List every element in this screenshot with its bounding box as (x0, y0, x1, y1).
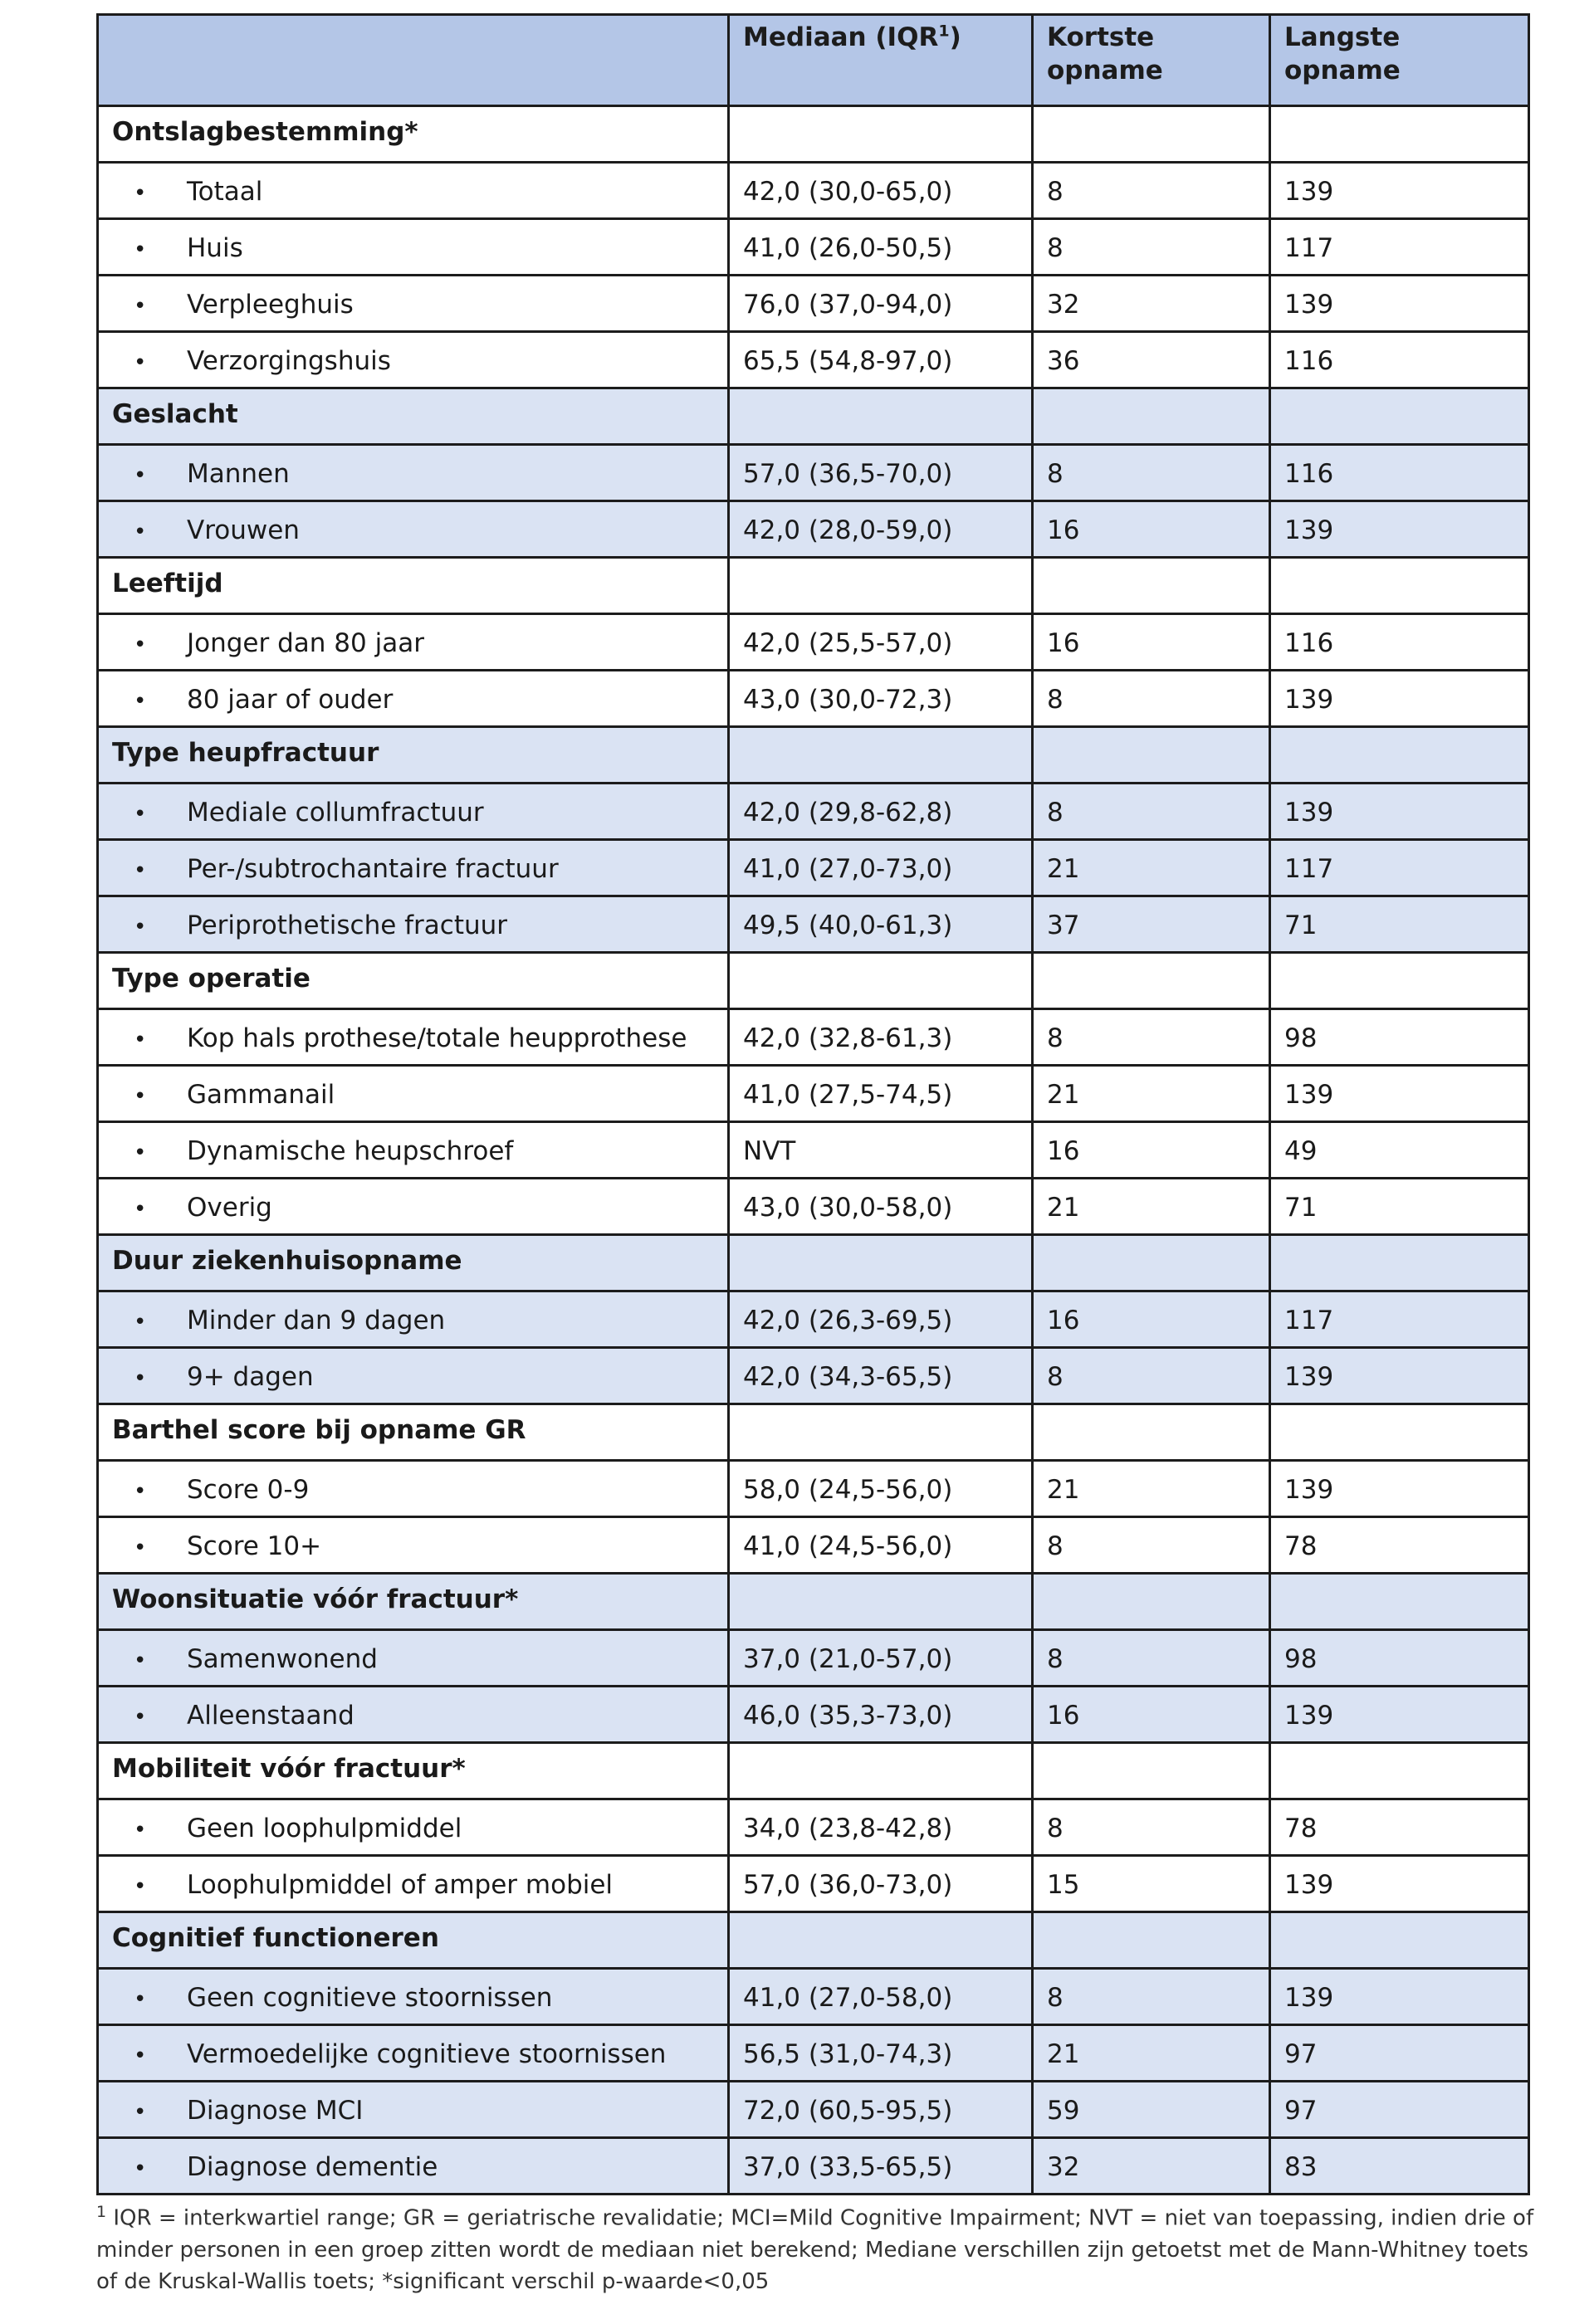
empty-cell (1033, 1743, 1270, 1799)
bullet-icon: • (134, 1028, 147, 1052)
longest-cell: 116 (1270, 445, 1529, 501)
group-label: Type operatie (98, 953, 729, 1009)
header-shortest: Kortste opname (1033, 15, 1270, 106)
median-cell: 41,0 (26,0-50,5) (729, 219, 1033, 276)
empty-cell (1270, 106, 1529, 163)
empty-cell (1033, 388, 1270, 445)
median-cell: 57,0 (36,5-70,0) (729, 445, 1033, 501)
row-label-cell (98, 1687, 729, 1743)
shortest-cell: 16 (1033, 1687, 1270, 1743)
row-label: Loophulpmiddel of amper mobiel (187, 1870, 614, 1900)
bullet-icon: • (134, 632, 147, 657)
median-cell: 65,5 (54,8-97,0) (729, 332, 1033, 388)
median-cell: 56,5 (31,0-74,3) (729, 2025, 1033, 2082)
row-label-cell (98, 2138, 729, 2195)
row-label: Kop hals prothese/totale heupprothese (187, 1023, 687, 1053)
empty-cell (1270, 727, 1529, 784)
group-header-row (98, 558, 1529, 614)
shortest-cell: 21 (1033, 1461, 1270, 1517)
longest-cell: 139 (1270, 671, 1529, 727)
empty-cell (1033, 953, 1270, 1009)
admission-duration-table (96, 13, 1530, 2195)
median-cell: 42,0 (26,3-69,5) (729, 1291, 1033, 1348)
group-header-row (98, 1912, 1529, 1969)
shortest-cell: 37 (1033, 896, 1270, 953)
shortest-cell: 21 (1033, 2025, 1270, 2082)
longest-cell: 78 (1270, 1799, 1529, 1856)
bullet-icon: • (134, 2043, 147, 2068)
longest-cell: 78 (1270, 1517, 1529, 1574)
bullet-icon: • (134, 1197, 147, 1222)
empty-cell (1270, 953, 1529, 1009)
bullet-icon: • (134, 1366, 147, 1391)
row-label: Overig (187, 1193, 272, 1223)
group-header-row (98, 1235, 1529, 1291)
table-row (98, 219, 1529, 276)
median-cell: 46,0 (35,3-73,0) (729, 1687, 1033, 1743)
shortest-cell: 36 (1033, 332, 1270, 388)
group-label: Cognitief functioneren (98, 1912, 729, 1969)
table-row (98, 445, 1529, 501)
row-label-cell (98, 1009, 729, 1066)
shortest-cell: 16 (1033, 614, 1270, 671)
shortest-cell: 16 (1033, 501, 1270, 558)
empty-cell (729, 388, 1033, 445)
data-table-container (96, 13, 1528, 2195)
table-row (98, 2138, 1529, 2195)
bullet-icon: • (134, 1140, 147, 1165)
empty-cell (1270, 1743, 1529, 1799)
median-cell: 41,0 (27,0-73,0) (729, 840, 1033, 896)
median-cell: 42,0 (30,0-65,0) (729, 163, 1033, 219)
table-row (98, 1969, 1529, 2025)
row-label-cell (98, 276, 729, 332)
bullet-icon: • (134, 294, 147, 319)
empty-cell (1270, 558, 1529, 614)
table-body (98, 106, 1529, 2195)
longest-cell: 97 (1270, 2082, 1529, 2138)
longest-cell: 117 (1270, 219, 1529, 276)
empty-cell (1270, 388, 1529, 445)
table-row (98, 1461, 1529, 1517)
shortest-cell: 15 (1033, 1856, 1270, 1912)
footnote-reference: 1 (938, 22, 950, 41)
row-label-cell (98, 896, 729, 953)
shortest-cell: 16 (1033, 1291, 1270, 1348)
row-label-cell (98, 1969, 729, 2025)
table-row (98, 784, 1529, 840)
bullet-icon: • (134, 858, 147, 883)
longest-cell: 117 (1270, 840, 1529, 896)
longest-cell: 139 (1270, 276, 1529, 332)
longest-cell: 139 (1270, 1461, 1529, 1517)
group-label: Ontslagbestemming* (98, 106, 729, 163)
group-label: Woonsituatie vóór fractuur* (98, 1574, 729, 1630)
header-category (98, 15, 729, 106)
bullet-icon: • (134, 350, 147, 375)
table-row (98, 501, 1529, 558)
row-label: Diagnose MCI (187, 2096, 364, 2126)
median-cell: 34,0 (23,8-42,8) (729, 1799, 1033, 1856)
longest-cell: 139 (1270, 1856, 1529, 1912)
table-row (98, 1517, 1529, 1574)
header-median-label: Mediaan (IQR (743, 22, 939, 52)
bullet-icon: • (134, 2156, 147, 2181)
longest-cell: 98 (1270, 1009, 1529, 1066)
row-label-cell (98, 163, 729, 219)
empty-cell (1033, 1235, 1270, 1291)
bullet-icon: • (134, 915, 147, 940)
row-label: 9+ dagen (187, 1362, 314, 1392)
empty-cell (1033, 727, 1270, 784)
row-label: Alleenstaand (187, 1701, 354, 1731)
longest-cell: 116 (1270, 614, 1529, 671)
table-row (98, 1856, 1529, 1912)
longest-cell: 139 (1270, 1687, 1529, 1743)
longest-cell: 49 (1270, 1122, 1529, 1179)
median-cell: 43,0 (30,0-72,3) (729, 671, 1033, 727)
empty-cell (729, 727, 1033, 784)
median-cell: 42,0 (32,8-61,3) (729, 1009, 1033, 1066)
header-longest: Langste opname (1270, 15, 1529, 106)
row-label-cell (98, 1461, 729, 1517)
empty-cell (729, 106, 1033, 163)
longest-cell: 139 (1270, 163, 1529, 219)
row-label-cell (98, 614, 729, 671)
empty-cell (1033, 106, 1270, 163)
empty-cell (1270, 1574, 1529, 1630)
longest-cell: 139 (1270, 784, 1529, 840)
empty-cell (1033, 1404, 1270, 1461)
group-label: Leeftijd (98, 558, 729, 614)
table-row (98, 2082, 1529, 2138)
shortest-cell: 8 (1033, 784, 1270, 840)
footnote-marker: 1 (96, 2203, 107, 2221)
header-median (729, 15, 1033, 106)
row-label-cell (98, 2025, 729, 2082)
group-header-row (98, 1574, 1529, 1630)
row-label: Periprothetische fractuur (187, 911, 508, 940)
table-row (98, 276, 1529, 332)
row-label: Minder dan 9 dagen (187, 1306, 446, 1335)
row-label: Geen cognitieve stoornissen (187, 1983, 553, 2013)
median-cell: 57,0 (36,0-73,0) (729, 1856, 1033, 1912)
table-row (98, 840, 1529, 896)
median-cell: 43,0 (30,0-58,0) (729, 1179, 1033, 1235)
median-cell: 41,0 (24,5-56,0) (729, 1517, 1033, 1574)
group-header-row (98, 1404, 1529, 1461)
group-label: Type heupfractuur (98, 727, 729, 784)
empty-cell (1270, 1235, 1529, 1291)
group-header-row (98, 388, 1529, 445)
median-cell: 49,5 (40,0-61,3) (729, 896, 1033, 953)
row-label-cell (98, 2082, 729, 2138)
row-label-cell (98, 1066, 729, 1122)
row-label-cell (98, 445, 729, 501)
empty-cell (729, 953, 1033, 1009)
row-label-cell (98, 1799, 729, 1856)
row-label: Dynamische heupschroef (187, 1136, 514, 1166)
shortest-cell: 8 (1033, 1009, 1270, 1066)
table-row (98, 2025, 1529, 2082)
shortest-cell: 8 (1033, 163, 1270, 219)
empty-cell (1033, 1912, 1270, 1969)
table-row (98, 1009, 1529, 1066)
shortest-cell: 8 (1033, 219, 1270, 276)
longest-cell: 83 (1270, 2138, 1529, 2195)
table-row (98, 1799, 1529, 1856)
shortest-cell: 8 (1033, 1799, 1270, 1856)
group-header-row (98, 727, 1529, 784)
row-label: Per-/subtrochantaire fractuur (187, 854, 559, 884)
row-label: Geen loophulpmiddel (187, 1814, 462, 1843)
longest-cell: 71 (1270, 896, 1529, 953)
table-row (98, 671, 1529, 727)
median-cell: NVT (729, 1122, 1033, 1179)
table-header-row (98, 15, 1529, 106)
longest-cell: 139 (1270, 1348, 1529, 1404)
row-label: Jonger dan 80 jaar (187, 628, 424, 658)
row-label: 80 jaar of ouder (187, 685, 394, 715)
table-row (98, 1291, 1529, 1348)
header-median-close: ) (949, 22, 961, 52)
longest-cell: 139 (1270, 1969, 1529, 2025)
row-label-cell (98, 1630, 729, 1687)
row-label: Vrouwen (187, 515, 300, 545)
longest-cell: 71 (1270, 1179, 1529, 1235)
row-label: Diagnose dementie (187, 2152, 438, 2182)
bullet-icon: • (134, 802, 147, 827)
bullet-icon: • (134, 689, 147, 714)
shortest-cell: 32 (1033, 276, 1270, 332)
empty-cell (729, 1574, 1033, 1630)
table-row (98, 1687, 1529, 1743)
shortest-cell: 8 (1033, 1969, 1270, 2025)
row-label-cell (98, 219, 729, 276)
row-label-cell (98, 1348, 729, 1404)
group-label: Geslacht (98, 388, 729, 445)
longest-cell: 116 (1270, 332, 1529, 388)
empty-cell (729, 1235, 1033, 1291)
bullet-icon: • (134, 1536, 147, 1560)
longest-cell: 117 (1270, 1291, 1529, 1348)
empty-cell (729, 1743, 1033, 1799)
row-label-cell (98, 501, 729, 558)
bullet-icon: • (134, 1705, 147, 1730)
empty-cell (1270, 1404, 1529, 1461)
bullet-icon: • (134, 1084, 147, 1109)
row-label: Vermoedelijke cognitieve stoornissen (187, 2039, 667, 2069)
bullet-icon: • (134, 1818, 147, 1843)
bullet-icon: • (134, 1479, 147, 1504)
row-label: Totaal (187, 177, 263, 207)
row-label: Gammanail (187, 1080, 335, 1110)
shortest-cell: 8 (1033, 1348, 1270, 1404)
row-label: Score 0-9 (187, 1475, 310, 1505)
longest-cell: 97 (1270, 2025, 1529, 2082)
bullet-icon: • (134, 1987, 147, 2012)
group-header-row (98, 1743, 1529, 1799)
median-cell: 72,0 (60,5-95,5) (729, 2082, 1033, 2138)
row-label-cell (98, 840, 729, 896)
empty-cell (729, 1404, 1033, 1461)
table-row (98, 1122, 1529, 1179)
empty-cell (1033, 558, 1270, 614)
bullet-icon: • (134, 237, 147, 262)
table-row (98, 1630, 1529, 1687)
bullet-icon: • (134, 1310, 147, 1335)
shortest-cell: 59 (1033, 2082, 1270, 2138)
group-label: Mobiliteit vóór fractuur* (98, 1743, 729, 1799)
shortest-cell: 21 (1033, 840, 1270, 896)
group-label: Barthel score bij opname GR (98, 1404, 729, 1461)
table-row (98, 614, 1529, 671)
row-label-cell (98, 784, 729, 840)
table-row (98, 163, 1529, 219)
median-cell: 37,0 (33,5-65,5) (729, 2138, 1033, 2195)
table-row (98, 1179, 1529, 1235)
group-header-row (98, 106, 1529, 163)
bullet-icon: • (134, 520, 147, 544)
median-cell: 37,0 (21,0-57,0) (729, 1630, 1033, 1687)
median-cell: 42,0 (28,0-59,0) (729, 501, 1033, 558)
empty-cell (1270, 1912, 1529, 1969)
bullet-icon: • (134, 1874, 147, 1899)
shortest-cell: 8 (1033, 671, 1270, 727)
shortest-cell: 16 (1033, 1122, 1270, 1179)
longest-cell: 98 (1270, 1630, 1529, 1687)
row-label-cell (98, 1856, 729, 1912)
median-cell: 41,0 (27,0-58,0) (729, 1969, 1033, 2025)
row-label-cell (98, 1291, 729, 1348)
empty-cell (1033, 1574, 1270, 1630)
row-label: Verzorgingshuis (187, 346, 391, 376)
row-label-cell (98, 1122, 729, 1179)
row-label-cell (98, 1179, 729, 1235)
bullet-icon: • (134, 1648, 147, 1673)
table-row (98, 896, 1529, 953)
shortest-cell: 8 (1033, 445, 1270, 501)
table-row (98, 332, 1529, 388)
bullet-icon: • (134, 463, 147, 488)
row-label-cell (98, 1517, 729, 1574)
median-cell: 42,0 (25,5-57,0) (729, 614, 1033, 671)
median-cell: 42,0 (29,8-62,8) (729, 784, 1033, 840)
shortest-cell: 8 (1033, 1517, 1270, 1574)
group-header-row (98, 953, 1529, 1009)
table-row (98, 1348, 1529, 1404)
shortest-cell: 21 (1033, 1179, 1270, 1235)
longest-cell: 139 (1270, 1066, 1529, 1122)
empty-cell (729, 558, 1033, 614)
row-label: Mediale collumfractuur (187, 798, 484, 828)
median-cell: 42,0 (34,3-65,5) (729, 1348, 1033, 1404)
group-label: Duur ziekenhuisopname (98, 1235, 729, 1291)
empty-cell (729, 1912, 1033, 1969)
footnote-text: IQR = interkwartiel range; GR = geriatrische revalidatie; MCI=Mild Cognitive Impairment; NVT = niet van toepassing, indien drie of minder personen in een groep zitten wordt de mediaan niet berekend; Mediane verschillen zijn getoetst met de Mann-Whitney toets of de Kruskal-Wallis toets; *significant verschil p-waarde<0,05 (96, 2205, 1534, 2294)
row-label: Verpleeghuis (187, 290, 354, 320)
row-label: Score 10+ (187, 1531, 322, 1561)
row-label: Huis (187, 233, 243, 263)
row-label: Samenwonend (187, 1644, 378, 1674)
shortest-cell: 32 (1033, 2138, 1270, 2195)
median-cell: 41,0 (27,5-74,5) (729, 1066, 1033, 1122)
row-label-cell (98, 671, 729, 727)
bullet-icon: • (134, 2100, 147, 2125)
table-row (98, 1066, 1529, 1122)
median-cell: 76,0 (37,0-94,0) (729, 276, 1033, 332)
row-label-cell (98, 332, 729, 388)
shortest-cell: 21 (1033, 1066, 1270, 1122)
bullet-icon: • (134, 181, 147, 206)
median-cell: 58,0 (24,5-56,0) (729, 1461, 1033, 1517)
longest-cell: 139 (1270, 501, 1529, 558)
row-label: Mannen (187, 459, 290, 489)
shortest-cell: 8 (1033, 1630, 1270, 1687)
footnote (96, 2196, 1541, 2297)
